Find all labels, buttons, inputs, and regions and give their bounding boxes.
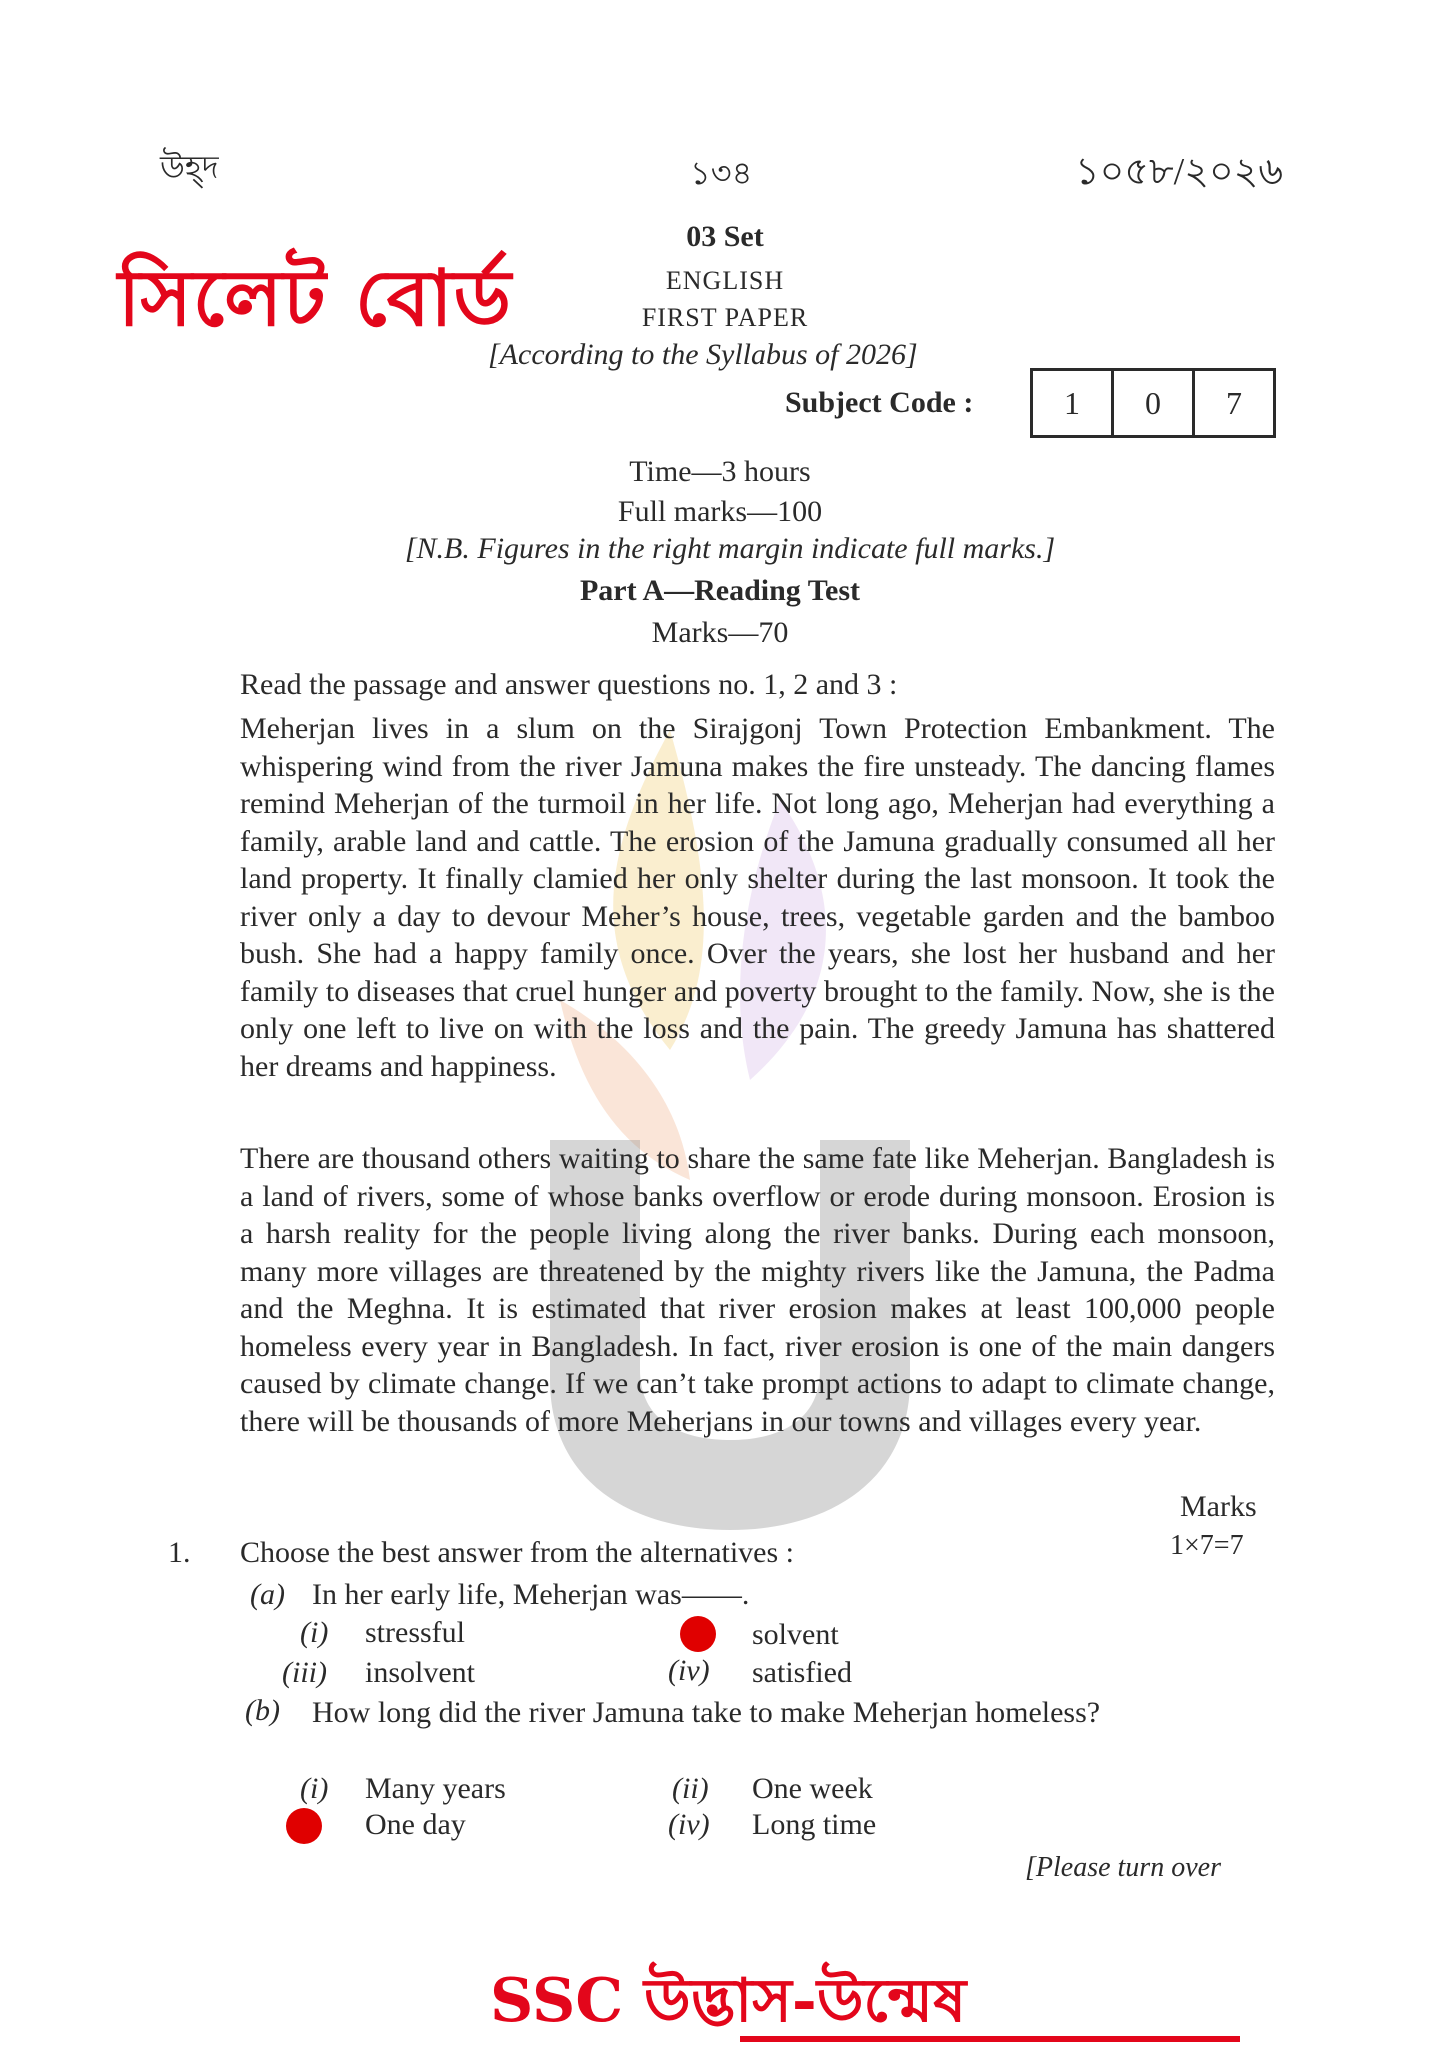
item-a-option-iii-text: insolvent <box>365 1656 475 1689</box>
item-a-text: In her early life, Meherjan was——. <box>312 1578 750 1611</box>
item-a-label: (a) <box>250 1578 285 1611</box>
reference-number: ১০৫৮/২০২৬ <box>1075 151 1284 193</box>
subject-code-box <box>1030 368 1276 438</box>
subject-code-digit: 1 <box>1033 371 1114 435</box>
footer-brand: SSC উদ্ভাস-উন্মেষ <box>490 1966 967 2036</box>
item-b-option-ii-text: One week <box>752 1772 873 1805</box>
set-label: 03 Set <box>686 220 764 253</box>
item-b-option-i-text: Many years <box>365 1772 506 1805</box>
subject-code-label: Subject Code : <box>785 386 974 419</box>
question-1-number: 1. <box>168 1536 191 1569</box>
item-b-option-iv-label: (iv) <box>668 1808 710 1841</box>
item-a-option-i-label: (i) <box>300 1616 329 1649</box>
page-number: ১৩৪ <box>690 155 753 191</box>
time-info: Time—3 hours <box>629 455 811 488</box>
item-b-label: (b) <box>245 1694 280 1727</box>
full-marks-info: Full marks—100 <box>617 495 823 528</box>
passage-paragraph-2: There are thousand others waiting to share the same fate like Meherjan. Bangladesh is a land of rivers, some of whose banks overflow or erode during monsoon. Erosion is a harsh reality for the people living along the river banks. During each monsoon, many more villages are threatened by the mighty rivers like the Jamuna, the Padma and the Meghna. It is estimated that river erosion makes at least 100,000 people homeless every year in Bangladesh. In fact, river erosion is one of the main dangers caused by climate change. If we can’t take prompt actions to adapt to climate change, there will be thousands of more Meherjans in our towns and villages every year. <box>240 1142 1275 1438</box>
passage-paragraph-1: Meherjan lives in a slum on the Sirajgonj Town Protection Embankment. The whispering wind from the river Jamuna makes the fire unsteady. The dancing flames remind Meherjan of the turmoil in her life. Not long ago, Meherjan had everything a family, arable land and cattle. The erosion of the Jamuna gradually consumed all her land property. It finally clamied her only shelter during the last monsoon. It took the river only a day to devour Meher’s house, trees, vegetable garden and the bamboo bush. She had a happy family once. Over the years, she lost her husband and her family to diseases that cruel hunger and poverty brought to the family. Now, she is the only one left to live on with the loss and the pain. The greedy Jamuna has shattered her dreams and happiness. <box>240 712 1275 1083</box>
footer-divider <box>740 2036 1240 2042</box>
passage-instruction: Read the passage and answer questions no. 1, 2 and 3 : <box>240 668 898 701</box>
board-title: সিলেট বোর্ড <box>118 254 513 344</box>
header-left-text: উহ্দ <box>160 149 219 185</box>
syllabus-note: [According to the Syllabus of 2026] <box>488 338 918 371</box>
marks-column-label: Marks <box>1180 1490 1257 1523</box>
part-marks: Marks—70 <box>651 616 789 649</box>
item-a-option-iv-label: (iv) <box>668 1654 710 1687</box>
answer-mark-a <box>680 1616 716 1652</box>
subject-name: ENGLISH <box>665 266 785 295</box>
subject-code-digit: 0 <box>1114 371 1195 435</box>
item-a-option-i-text: stressful <box>365 1616 465 1649</box>
item-a-option-iii-label: (iii) <box>282 1656 327 1689</box>
question-1-marks: 1×7=7 <box>1170 1530 1244 1561</box>
part-title: Part A—Reading Test <box>579 574 861 607</box>
item-a-option-ii-text: solvent <box>752 1618 839 1651</box>
item-b-option-i-label: (i) <box>300 1772 329 1805</box>
item-a-option-iv-text: satisfied <box>752 1656 852 1689</box>
subject-code-digit: 7 <box>1226 384 1242 421</box>
item-b-text: How long did the river Jamuna take to make Meherjan homeless? <box>312 1696 1101 1729</box>
answer-mark-b <box>286 1808 322 1844</box>
turn-over-note: [Please turn over <box>1025 1852 1221 1883</box>
nb-note: [N.B. Figures in the right margin indicate full marks.] <box>404 532 1056 565</box>
item-b-option-ii-label: (ii) <box>672 1772 709 1805</box>
paper-name: FIRST PAPER <box>641 303 809 332</box>
question-1-text: Choose the best answer from the alternatives : <box>240 1536 795 1569</box>
item-b-option-iv-text: Long time <box>752 1808 877 1841</box>
item-b-option-iii-text: One day <box>365 1808 466 1841</box>
